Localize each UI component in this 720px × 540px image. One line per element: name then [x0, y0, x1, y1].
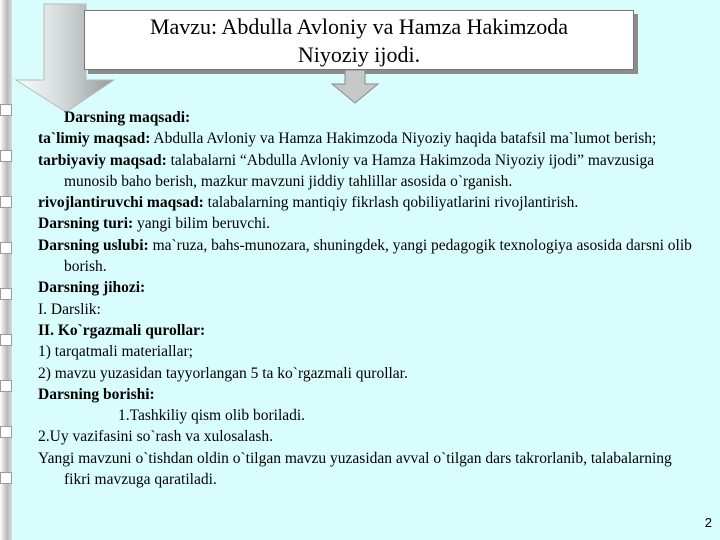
title-line-2: Niyoziy ijodi. — [297, 42, 421, 67]
lesson-method: Darsning uslubi: ma`ruza, bahs-munozara, shuningdek, yangi pedagogik texnologiya asosida darsni olib borish. — [38, 236, 692, 276]
developmental-aim: rivojlantiruvchi maqsad: talabalarning mantiqiy fikrlash qobiliyatlarini rivojlantirish. — [38, 194, 579, 212]
down-arrow-icon — [330, 70, 380, 104]
final-paragraph: Yangi mavzuni o`tishdan oldin o`tilgan mavzu yuzasidan avval o`tilgan dars takrorlanib, talabalarning fikri mavzuga qaratiladi. — [38, 449, 672, 489]
decorative-square — [0, 380, 12, 392]
lesson-aim-heading — [38, 107, 698, 128]
aim-label: Darsning maqsadi: — [64, 109, 191, 126]
list-item: 2) mavzu yuzasidan tayyorlangan 5 ta ko`rgazmali qurollar. — [38, 364, 408, 382]
decorative-square — [0, 288, 12, 300]
decorative-square — [0, 104, 12, 116]
step-item: 2.Uy vazifasini so`rash va xulosalash. — [38, 428, 274, 446]
lesson-progress-heading: Darsning borishi: — [38, 385, 155, 403]
textbook-item: I. Darslik: — [38, 300, 101, 318]
list-item: 1) tarqatmali materiallar; — [38, 343, 193, 361]
lesson-type: Darsning turi: yangi bilim beruvchi. — [38, 215, 271, 233]
visual-aids-heading: II. Ko`rgazmali qurollar: — [38, 321, 206, 339]
upbringing-aim: tarbiyaviy maqsad: talabalarni “Abdulla Avloniy va Hamza Hakimzoda Niyoziy ijodi” mavzusiga munosib baho berish, mazkur mavzuni jiddiy tahlillar asosida o`rganish. — [38, 151, 655, 190]
decorative-square — [0, 196, 12, 208]
slide-content — [38, 107, 698, 490]
decorative-square — [0, 334, 12, 346]
educational-aim: ta`limiy maqsad: Abdulla Avloniy va Hamza Hakimzoda Niyoziy haqida batafsil ma`lumot berish; — [38, 130, 657, 148]
decorative-square — [0, 150, 12, 162]
lesson-equipment-heading: Darsning jihozi: — [38, 279, 146, 297]
step-item: 1.Tashkiliy qism olib boriladi. — [118, 407, 306, 425]
decorative-square — [0, 472, 12, 484]
slide-title — [84, 10, 634, 70]
decorative-side-bar — [0, 0, 12, 540]
page-number: 2 — [704, 515, 712, 530]
decorative-square — [0, 426, 12, 438]
decorative-square — [0, 242, 12, 254]
title-line-1: Mavzu: Abdulla Avloniy va Hamza Hakimzoda — [149, 14, 569, 39]
